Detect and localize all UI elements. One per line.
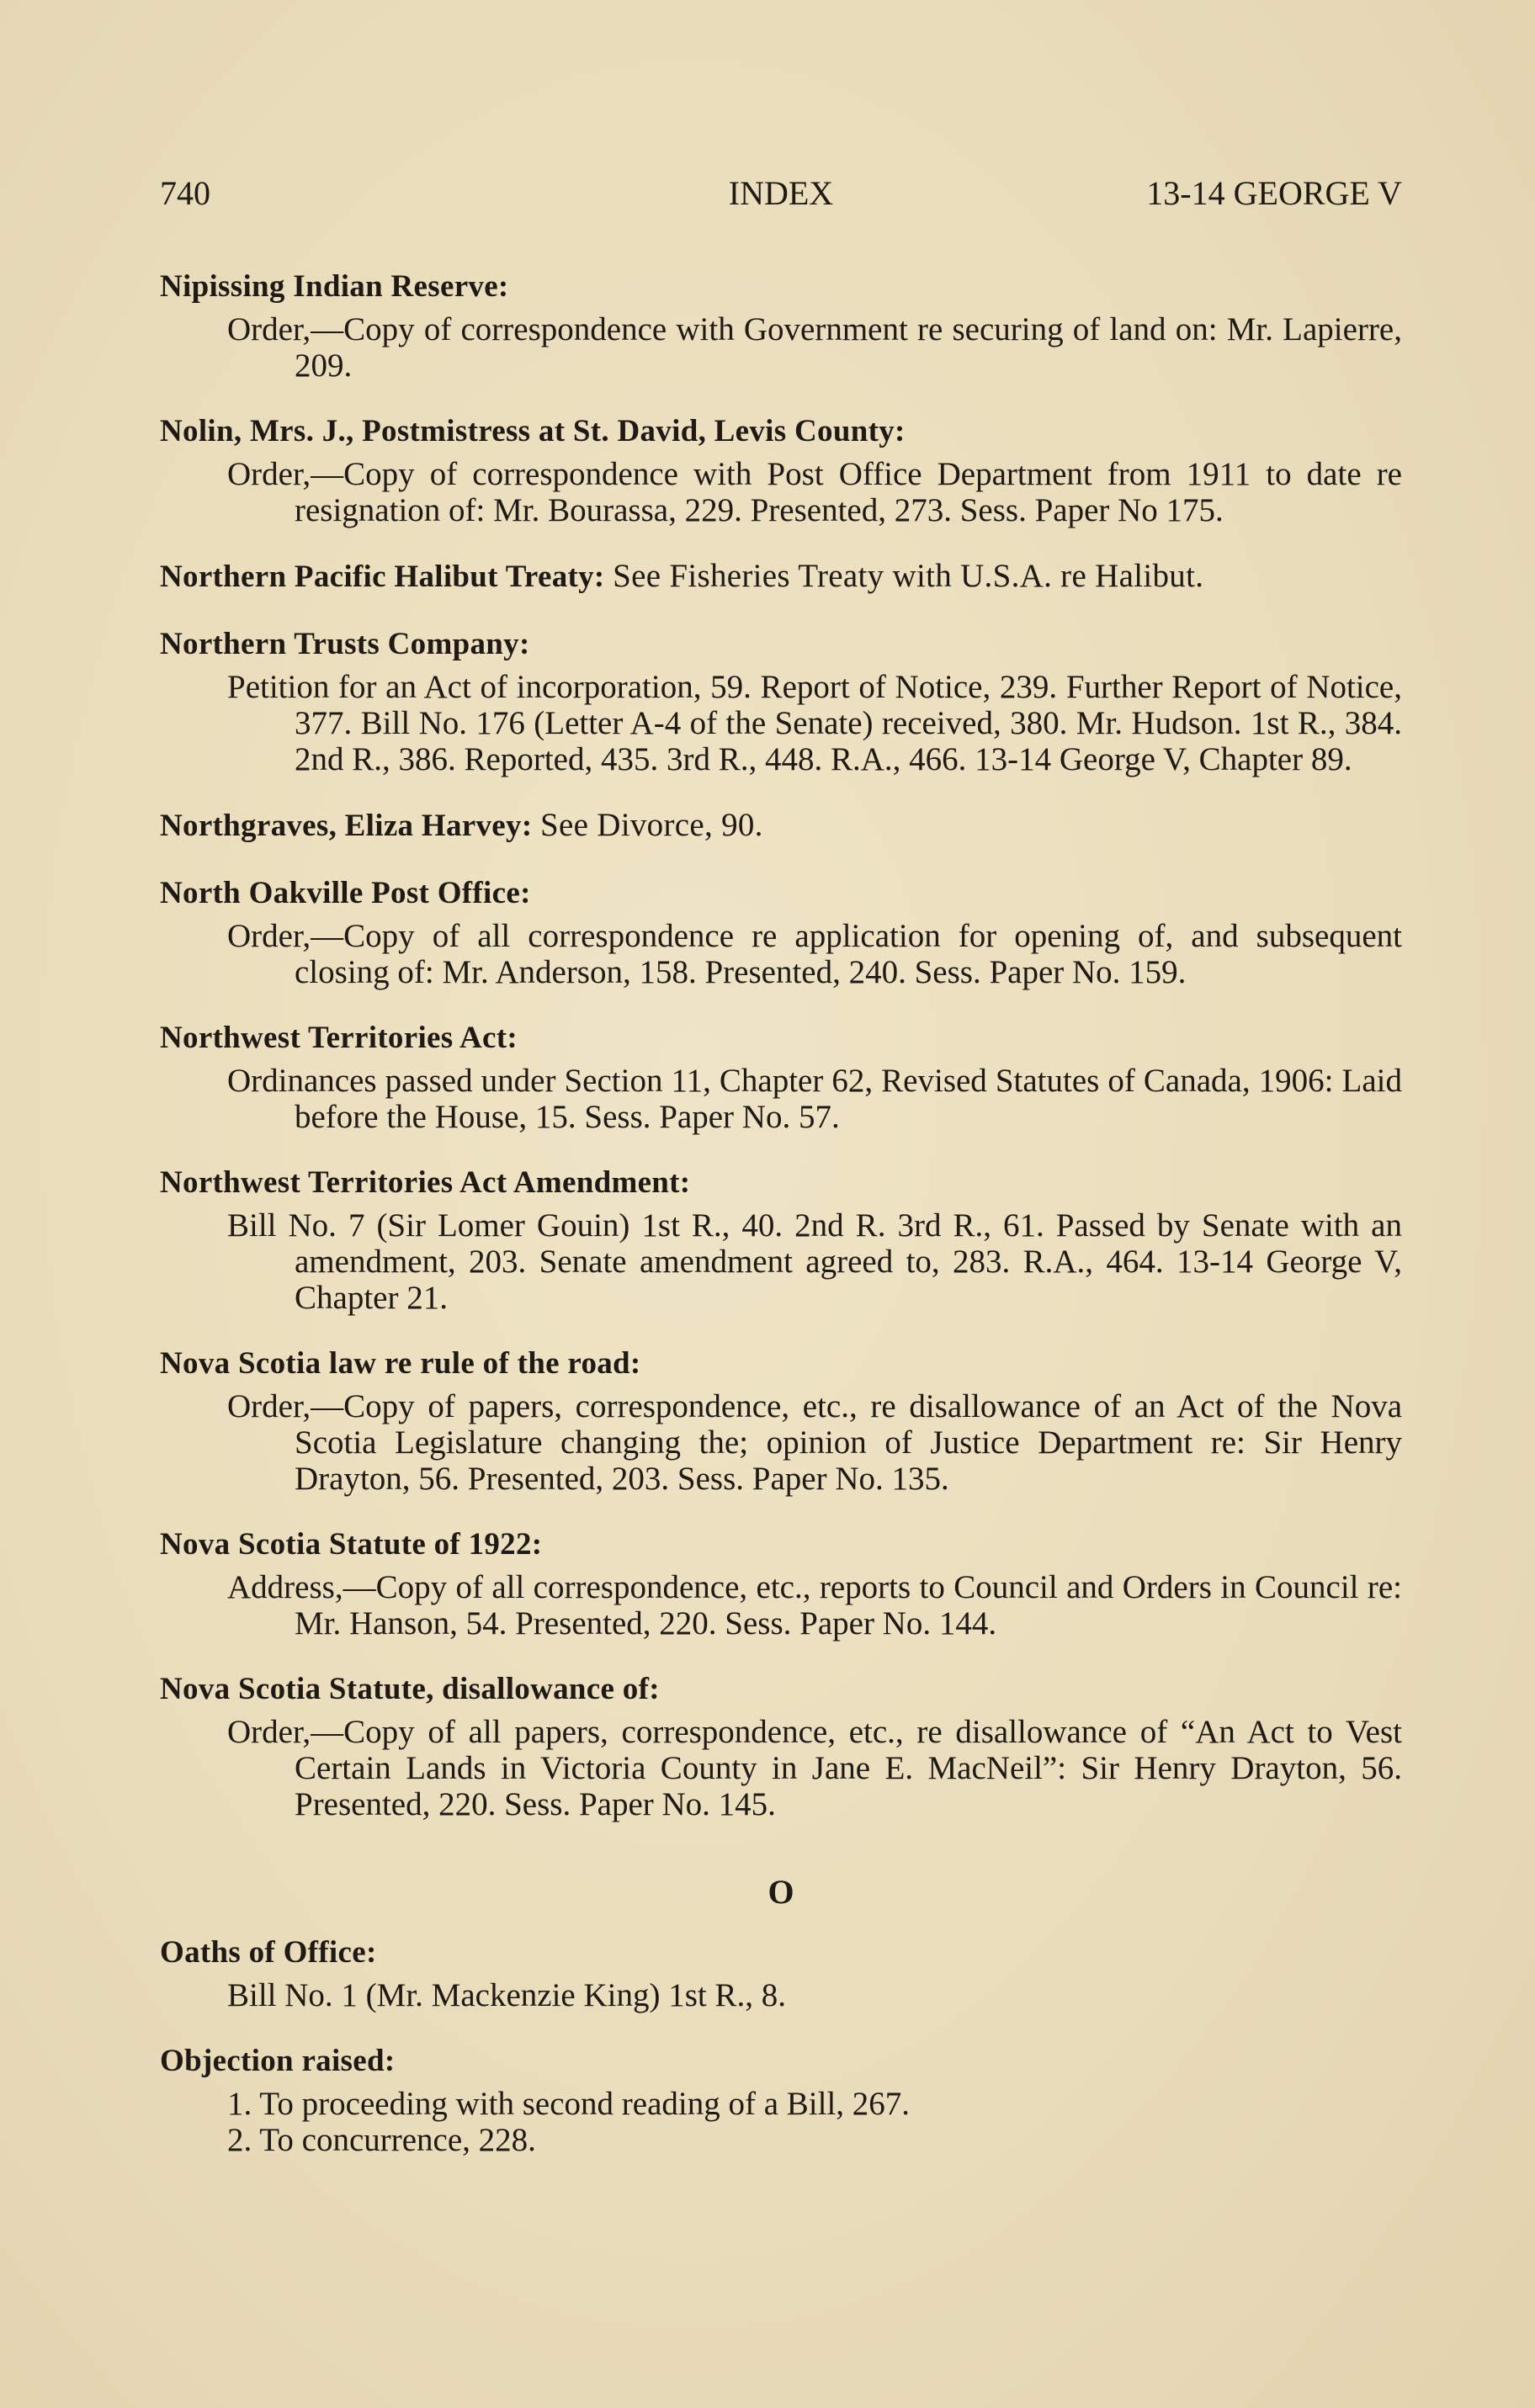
entry-heading: Nipissing Indian Reserve: xyxy=(160,269,509,304)
index-entry xyxy=(160,2042,1402,2158)
entry-body: Petition for an Act of incorporation, 59. Report of Notice, 239. Further Report of Notice, 377. Bill No. 176 (Letter A-4 of the Senate) received, 380. Mr. Hudson. 1st R., 384. 2nd R., 386. Reported, 435. 3rd R., 448. R.A., 466. 13-14 George V, Chapter 89. xyxy=(227,669,1402,777)
entry-heading: Northern Pacific Halibut Treaty: xyxy=(160,560,605,594)
entry-heading: Oaths of Office: xyxy=(160,1935,377,1970)
list-item: 1. To proceeding with second reading of a Bill, 267. xyxy=(227,2086,911,2122)
index-content xyxy=(160,268,1402,2187)
entry-body: Address,—Copy of all correspondence, etc., reports to Council and Orders in Council re: Mr. Hanson, 54. Presented, 220. Sess. Paper No. 144. xyxy=(227,1569,1402,1642)
index-entry xyxy=(160,625,1402,777)
entry-body: Ordinances passed under Section 11, Chapter 62, Revised Statutes of Canada, 1906: Laid before the House, 15. Sess. Paper No. 57. xyxy=(227,1063,1402,1135)
entry-heading: Northern Trusts Company: xyxy=(160,627,530,661)
entry-body: Order,—Copy of correspondence with Post Office Department from 1911 to date re resignation of: Mr. Bourassa, 229. Presented, 273. Sess. Paper No 175. xyxy=(227,456,1402,528)
entry-body: Order,—Copy of all papers, correspondence, etc., re disallowance of “An Act to Vest Certain Lands in Victoria County in Jane E. MacNeil”: Sir Henry Drayton, 56. Presented, 220. Sess. Paper No. 145. xyxy=(227,1714,1402,1822)
index-entry xyxy=(160,268,1402,384)
entry-body: Bill No. 1 (Mr. Mackenzie King) 1st R., 8. xyxy=(227,1977,787,2013)
entry-heading: Nova Scotia Statute of 1922: xyxy=(160,1527,543,1562)
entry-heading-line xyxy=(160,557,1402,597)
see-reference: See Divorce, 90. xyxy=(540,807,763,843)
index-entry xyxy=(160,412,1402,528)
list-item: 2. To concurrence, 228. xyxy=(227,2122,536,2158)
page-header xyxy=(160,172,1402,215)
entry-heading: Northwest Territories Act: xyxy=(160,1021,518,1055)
index-entry xyxy=(160,806,1402,846)
entry-heading: Nova Scotia law re rule of the road: xyxy=(160,1346,641,1381)
entry-body: Order,—Copy of all correspondence re application for opening of, and subsequent closing of: Mr. Anderson, 158. Presented, 240. Sess. Paper No. 159. xyxy=(227,918,1402,990)
page-number: 740 xyxy=(160,174,210,212)
index-entry xyxy=(160,1164,1402,1316)
entry-heading-line xyxy=(160,806,1402,846)
page-title: INDEX xyxy=(728,174,834,212)
index-entry xyxy=(160,1019,1402,1135)
index-entry xyxy=(160,1933,1402,2013)
entry-body: Order,—Copy of correspondence with Government re securing of land on: Mr. Lapierre, 209. xyxy=(227,311,1402,384)
entry-heading: Nolin, Mrs. J., Postmistress at St. David, Levis County: xyxy=(160,414,906,448)
section-letter: O xyxy=(768,1873,794,1911)
entry-heading: Northgraves, Eliza Harvey: xyxy=(160,809,533,843)
see-reference: See Fisheries Treaty with U.S.A. re Halibut. xyxy=(613,558,1204,594)
entry-body: Bill No. 7 (Sir Lomer Gouin) 1st R., 40. 2nd R. 3rd R., 61. Passed by Senate with an amendment, 203. Senate amendment agreed to, 283. R.A., 464. 13-14 George V, Chapter 21. xyxy=(227,1207,1402,1316)
index-entry xyxy=(160,1670,1402,1822)
entry-body: Order,—Copy of papers, correspondence, etc., re disallowance of an Act of the Nova Scotia Legislature changing the; opinion of Justice Department re: Sir Henry Drayton, 56. Presented, 203. Sess. Paper No. 135. xyxy=(227,1388,1402,1497)
entry-heading: North Oakville Post Office: xyxy=(160,876,531,910)
volume-label: 13-14 GEORGE V xyxy=(1146,174,1402,212)
index-entry xyxy=(160,557,1402,597)
index-entry xyxy=(160,1345,1402,1497)
entry-heading: Northwest Territories Act Amendment: xyxy=(160,1165,691,1200)
entry-heading: Nova Scotia Statute, disallowance of: xyxy=(160,1672,660,1706)
index-entry xyxy=(160,874,1402,990)
entry-heading: Objection raised: xyxy=(160,2044,396,2078)
index-entry xyxy=(160,1525,1402,1642)
